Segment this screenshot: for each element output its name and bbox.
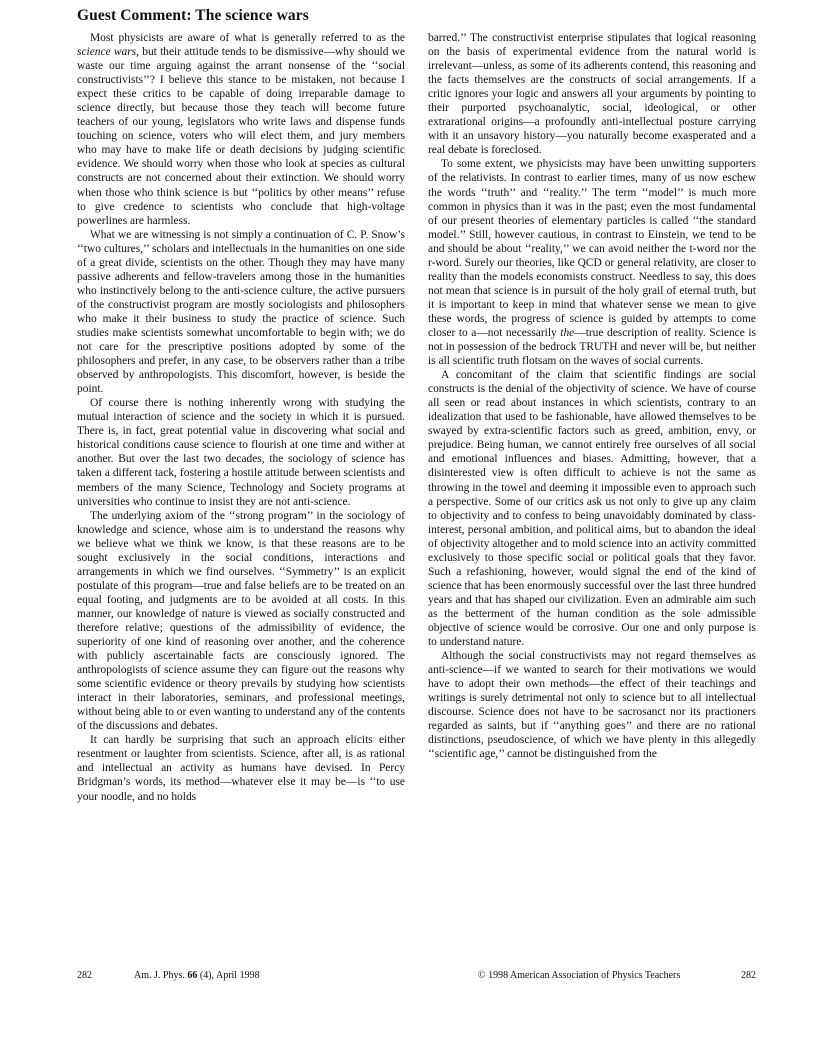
- paragraph-text: —true description of reality. Science is not in possession of the bedrock TRUTH and never will be, but neither is all scientific truth flotsam on the waves of social currents.: [428, 326, 756, 368]
- paragraph-text: What we are witnessing is not simply a continuation of C. P. Snow’s ‘‘two cultures,’’ scholars and intellectuals in the humanities on one side of a great divide, scientists on the other. Though they may have many passive adherents and fellow-travelers among those in the humanities who instinctively belong to the anti-science culture, the active pursuers of the constructivist program are mostly sociologists and philosophers who make it their business to study the practice of science. Such studies make scientists somewhat uncomfortable to begin with; we do not care for the prescriptive positions adopted by some of the philosophers and prefer, in any case, to be observers rather than a tribe observed by anthropologists. This discomfort, however, is beside the point.: [77, 228, 405, 396]
- paragraph-text: To some extent, we physicists may have been unwitting supporters of the relativists. In contrast to earlier times, many of us now eschew the words ‘‘truth’’ and ‘‘reality.’’ The term ‘‘model’’ is much more common in physics than it was in the past; even the most fundamental of our present theories of elementary particles is called ‘‘the standard model.’’ Still, however cautious, in contrast to Einstein, we tend to be and should be about ‘‘reality,’’ we can avoid neither the t-word nor the r-word. Surely our theories, like QCD or general relativity, are closer to reality than the models economists construct. Needless to say, this does not mean that science is in pursuit of the holy grail of eternal truth, but it is important to keep in mind that whatever sense we mean to give these words, the progress of science is guided by attempts to come closer to a—not necessarily: [428, 158, 756, 339]
- paragraph-text: The underlying axiom of the ‘‘strong program’’ in the sociology of knowledge and science, whose aim is to understand the reasons why we believe what we think we know, is that these reasons are to be sought exclusively in the social conditions, interactions and arrangements in which we find ourselves. ‘‘Symmetry’’ is an explicit postulate of this program—true and false beliefs are to be treated on an equal footing, and judgments are to be avoided at all costs. In this manner, our knowledge of nature is viewed as socially constructed and therefore relative; questions of the admissibility of evidence, the superiority of one kind of reasoning over another, and the coherence with publicly ascertainable facts are consciously ignored. The anthropologists of science assume they can figure out the reasons why some scientific evidence or theory prevails by studying how scientists interact in their laboratories, seminars, and professional meetings, without being able to or even wanting to understand any of the contents of the discussions and debates.: [77, 509, 405, 733]
- paragraph-text: It can hardly be surprising that such an approach elicits either resentment or laughter from scientists. Science, after all, is as rational and intellectual an activity as humans have devised. In Percy Bridgman’s words, its method—whatever else it may be—is ‘‘to use your noodle, and no holds: [77, 734, 405, 803]
- emphasis-text: science wars: [77, 46, 137, 59]
- paragraph: [77, 396, 405, 508]
- paragraph-text: Most physicists are aware of what is generally referred to as the: [90, 32, 405, 44]
- page-number-left: 282: [77, 970, 92, 981]
- volume-number: 66: [187, 970, 198, 981]
- paragraph-text: Of course there is nothing inherently wrong with studying the mutual interaction of science and the society in which it is pursued. There is, in fact, great potential value in discovering what social and historical conditions cause science to flourish at one time and wither at another. But over the last two decades, the sociology of science has taken a different tack, fostering a hostile attitude between scientists and members of the many Science, Technology and Society programs at universities who continue to insist they are not anti-science.: [77, 397, 405, 508]
- paragraph: [428, 31, 756, 157]
- paragraph: [77, 31, 405, 228]
- paragraph: [77, 228, 405, 397]
- page-number-right: 282: [741, 970, 756, 981]
- journal-citation: [134, 970, 260, 981]
- paragraph: [428, 157, 756, 368]
- paragraph: [77, 733, 405, 803]
- right-column: [428, 31, 756, 956]
- paragraph: [77, 509, 405, 734]
- issue-date: (4), April 1998: [199, 970, 260, 981]
- paragraph-text: barred.’’ The constructivist enterprise stipulates that logical reasoning on the basis of experimental evidence from the natural world is irrelevant—unless, as some of its adherents contend, this reasoning and the facts themselves are the constructs of social arrangements. If a critic ignores your logic and answers all your arguments by pointing to their purported psychoanalytic, social, ideological, or other extrarational origins—a profoundly anti-intellectual posture carrying with it an unsavory history—you naturally become exasperated and a real debate is foreclosed.: [428, 32, 756, 157]
- paragraph-text: A concomitant of the claim that scientific findings are social constructs is the denial of the objectivity of science. We have of course all seen or read about instances in which scientists, contrary to an idealization that used to be fashionable, have allowed themselves to be swayed by extra-scientific factors such as greed, ambition, envy, or prejudice. Being human, we cannot entirely free ourselves of all social and emotional influences and biases. Admitting, however, that a disinterested view is often difficult to achieve is not the same as throwing in the towel and deeming it impossible even to approach such a perspective. Some of our critics ask us not only to give up any claim to objectivity and to confess to being unavoidably dominated by class-interest, personal ambition, and political aims, but to abandon the ideal of objectivity altogether and to mold science into an activity committed exclusively to those specific social or political goals that they favor. Such a refashioning, however, would signal the end of the kind of science that has been enormously successful over the last three hundred years and that has shaped our civilization. Even an admirable aim such as the betterment of the human condition as the sole admissible objective of science would be corrosive. Our one and only purpose is to understand nature.: [428, 369, 756, 649]
- paragraph: [428, 368, 756, 649]
- left-column: [77, 31, 405, 956]
- page-footer: [77, 970, 756, 984]
- paragraph-text: , but their attitude tends to be dismissive—why should we waste our time arguing against the arrant nonsense of the ‘‘social constructivists’’? I believe this stance to be mistaken, not because I expect these critics to be capable of doing irreparable damage to science directly, but because those they teach will become future teachers of our young, legislators who write laws and dispense funds touching on science, voters who will elect them, and jury members who may have to make life or death decisions by judging scientific evidence. We should worry when those who look at species as cultural constructs are not concerned about their extinction. We should worry when those who think science is but ‘‘politics by other means’’ refuse to give credence to scientists who conclude that high-voltage powerlines are harmless.: [77, 46, 405, 227]
- copyright-notice: © 1998 American Association of Physics Teachers: [478, 970, 681, 981]
- journal-name: Am. J. Phys.: [134, 970, 185, 981]
- article-title: Guest Comment: The science wars: [77, 7, 309, 24]
- paragraph: [428, 649, 756, 761]
- paragraph-text: Although the social constructivists may not regard themselves as anti-science—if we wanted to search for their motivations we would have to adopt their own methods—the effect of their teachings and writings is surely detrimental not only to science but to all intellectual discourse. Science does not have to be sacrosanct nor its practioners regarded as saints, but if ‘‘anything goes’’ and there are no rational distinctions, pseudoscience, of which we have plenty in this allegedly ‘‘scientific age,’’ cannot be distinguished from the: [428, 650, 756, 761]
- emphasis-text: the: [560, 326, 575, 339]
